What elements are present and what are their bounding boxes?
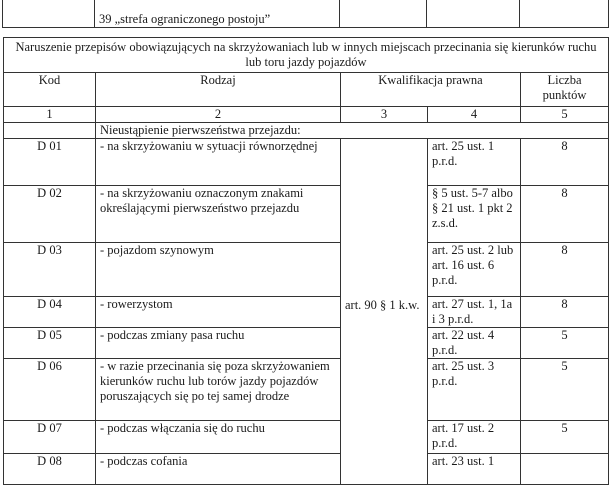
row-punkty: 8	[521, 243, 609, 297]
row-rodzaj: - rowerzystom	[96, 297, 341, 328]
prev-cell-3	[340, 0, 427, 28]
row-punkty: 8	[521, 297, 609, 328]
row-punkty: 5	[521, 359, 609, 421]
group-label: Nieustąpienie pierwszeństwa przejazdu:	[96, 123, 609, 139]
penalty-points-table	[3, 37, 609, 485]
row-punkty	[521, 454, 609, 485]
row-punkty: 8	[521, 139, 609, 186]
row-przepis: art. 22 ust. 4 p.r.d.	[428, 328, 521, 359]
col-number-4: 4	[428, 107, 521, 123]
prev-cell-5	[520, 0, 609, 28]
shared-qualification	[341, 139, 428, 485]
row-przepis: art. 17 ust. 2 p.r.d.	[428, 421, 521, 454]
row-przepis: art. 25 ust. 1 p.r.d.	[428, 139, 521, 186]
row-rodzaj: - w razie przecinania się poza skrzyżowaniem kierunków ruchu lub torów jazdy pojazdów poruszających się po tej samej drodze	[96, 359, 341, 421]
row-rodzaj: - podczas zmiany pasa ruchu	[96, 328, 341, 359]
row-kod: D 02	[4, 186, 96, 243]
col-number-3: 3	[341, 107, 428, 123]
row-punkty: 5	[521, 328, 609, 359]
col-number-1: 1	[4, 107, 96, 123]
row-przepis: art. 25 ust. 3 p.r.d.	[428, 359, 521, 421]
row-kod: D 01	[4, 139, 96, 186]
shared-qualification-text: art. 90 § 1 k.w.	[345, 298, 420, 312]
row-przepis: art. 23 ust. 1	[428, 454, 521, 485]
row-punkty: 5	[521, 421, 609, 454]
row-rodzaj: - pojazdom szynowym	[96, 243, 341, 297]
row-kod: D 04	[4, 297, 96, 328]
previous-table-fragment	[2, 0, 609, 28]
row-kod: D 05	[4, 328, 96, 359]
row-rodzaj: - na skrzyżowaniu oznaczonym znakami określającymi pierwszeństwo przejazdu	[96, 186, 341, 243]
row-punkty: 8	[521, 186, 609, 243]
row-kod: D 08	[4, 454, 96, 485]
section-title: Naruszenie przepisów obowiązujących na skrzyżowaniach lub w innych miejscach przecinania się kierunków ruchu lub toru jazdy pojazdów	[4, 38, 609, 73]
row-przepis: § 5 ust. 5-7 albo § 21 ust. 1 pkt 2 z.s.d.	[428, 186, 521, 243]
col-number-5: 5	[521, 107, 609, 123]
row-rodzaj: - na skrzyżowaniu w sytuacji równorzędnej	[96, 139, 341, 186]
row-przepis: art. 25 ust. 2 lub art. 16 ust. 6 p.r.d.	[428, 243, 521, 297]
header-kod: Kod	[4, 73, 96, 107]
row-przepis: art. 27 ust. 1, 1a i 3 p.r.d.	[428, 297, 521, 328]
header-liczba-punktow: Liczba punktów	[521, 73, 609, 107]
col-number-2: 2	[96, 107, 341, 123]
prev-cell-4	[427, 0, 520, 28]
row-rodzaj: - podczas włączania się do ruchu	[96, 421, 341, 454]
row-kod: D 03	[4, 243, 96, 297]
header-kwalifikacja: Kwalifikacja prawna	[341, 73, 521, 107]
header-rodzaj: Rodzaj	[96, 73, 341, 107]
prev-line-2: 39 „strefa ograniczonego postoju”	[99, 12, 271, 26]
prev-cell-kod	[3, 0, 95, 28]
row-kod: D 07	[4, 421, 96, 454]
prev-cell-rodzaj	[95, 0, 340, 28]
row-kod: D 06	[4, 359, 96, 421]
row-rodzaj: - podczas cofania	[96, 454, 341, 485]
group-row-blank	[4, 123, 96, 139]
